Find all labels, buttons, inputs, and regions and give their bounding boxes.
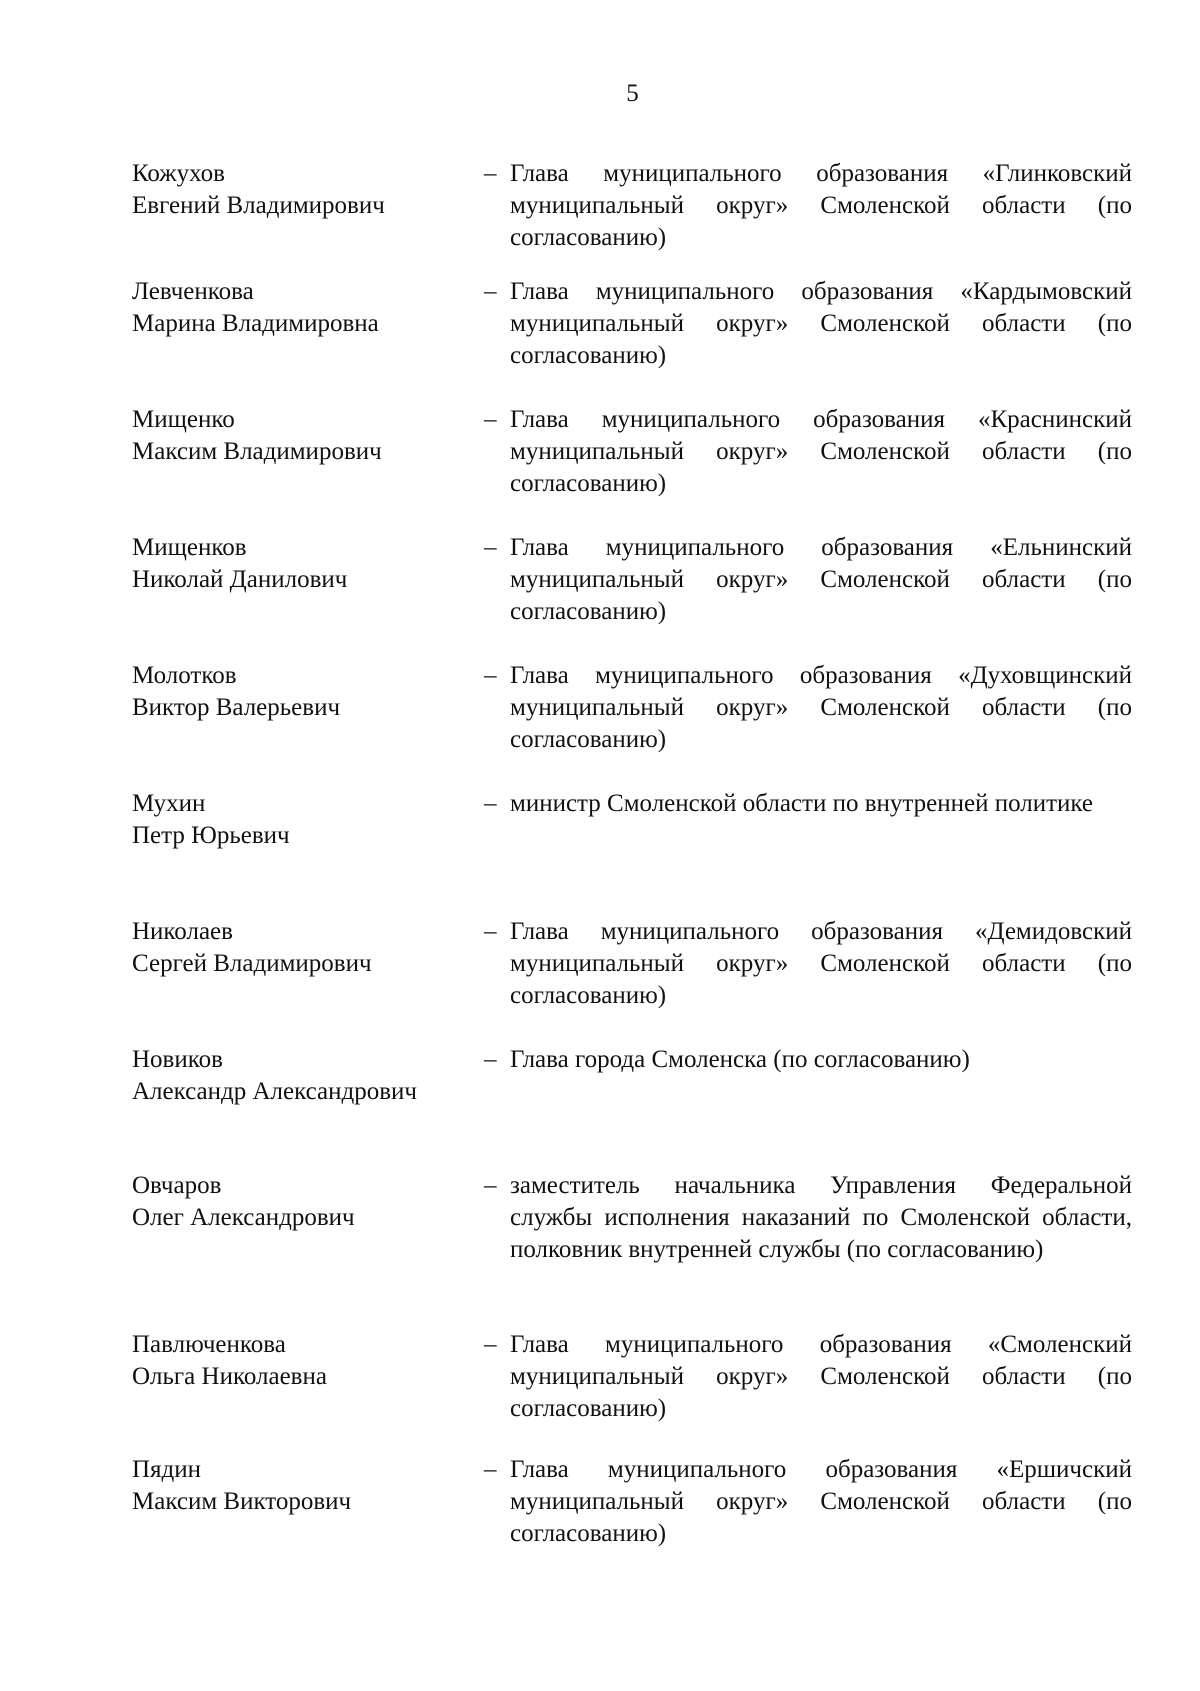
member-surname: Мищенков <box>132 534 247 561</box>
member-role <box>484 532 1132 628</box>
member-given-name: Николай Данилович <box>132 566 348 593</box>
member-name <box>132 404 484 468</box>
list-item <box>132 404 1132 532</box>
member-surname: Мищенко <box>132 406 235 433</box>
member-role <box>484 276 1132 372</box>
list-item <box>132 660 1132 788</box>
member-given-name: Максим Владимирович <box>132 438 382 465</box>
member-surname: Новиков <box>132 1046 223 1073</box>
member-surname: Николаев <box>132 918 233 945</box>
list-item <box>132 1454 1132 1554</box>
member-role <box>484 404 1132 500</box>
member-name <box>132 660 484 724</box>
member-name <box>132 158 484 222</box>
member-given-name: Сергей Владимирович <box>132 950 372 977</box>
list-item <box>132 1044 1132 1170</box>
list-item <box>132 788 1132 916</box>
member-name <box>132 788 484 852</box>
member-given-name: Евгений Владимирович <box>132 192 385 219</box>
dash: – <box>484 790 497 817</box>
member-role-text: Глава муниципального образования «Ельнинский муниципальный округ» Смоленской области (по согласованию) <box>510 534 1132 625</box>
member-name <box>132 1044 484 1108</box>
member-name <box>132 1329 484 1393</box>
member-given-name: Марина Владимировна <box>132 310 379 337</box>
member-role <box>484 158 1132 254</box>
member-surname: Мухин <box>132 790 206 817</box>
dash: – <box>484 278 497 305</box>
list-item <box>132 1329 1132 1454</box>
member-surname: Овчаров <box>132 1172 222 1199</box>
member-surname: Павлюченкова <box>132 1331 286 1358</box>
member-role <box>484 1329 1132 1425</box>
member-role <box>484 916 1132 1012</box>
list-item <box>132 916 1132 1044</box>
member-given-name: Петр Юрьевич <box>132 822 290 849</box>
dash: – <box>484 534 497 561</box>
member-name <box>132 276 484 340</box>
member-given-name: Ольга Николаевна <box>132 1363 327 1390</box>
member-role-text: министр Смоленской области по внутренней политике <box>510 790 1094 817</box>
member-role <box>484 788 1132 820</box>
member-role-text: Глава муниципального образования «Демидовский муниципальный округ» Смоленской области (по согласованию) <box>510 918 1132 1009</box>
dash: – <box>484 160 497 187</box>
member-role <box>484 660 1132 756</box>
member-role <box>484 1044 1132 1076</box>
member-role-text: Глава муниципального образования «Краснинский муниципальный округ» Смоленской области (по согласованию) <box>510 406 1132 497</box>
member-role <box>484 1454 1132 1550</box>
member-given-name: Олег Александрович <box>132 1204 355 1231</box>
dash: – <box>484 662 497 689</box>
member-name <box>132 916 484 980</box>
dash: – <box>484 1172 497 1199</box>
member-list <box>132 158 1132 1554</box>
member-surname: Кожухов <box>132 160 225 187</box>
member-name <box>132 1454 484 1518</box>
member-surname: Молотков <box>132 662 237 689</box>
dash: – <box>484 1331 497 1358</box>
member-surname: Левченкова <box>132 278 254 305</box>
page-number: 5 <box>626 80 639 107</box>
dash: – <box>484 1046 497 1073</box>
member-name <box>132 1170 484 1234</box>
member-role-text: Глава города Смоленска (по согласованию) <box>510 1046 970 1073</box>
member-role <box>484 1170 1132 1266</box>
member-given-name: Максим Викторович <box>132 1488 352 1515</box>
dash: – <box>484 1456 497 1483</box>
member-role-text: заместитель начальника Управления Федеральной службы исполнения наказаний по Смоленской области, полковник внутренней службы (по согласованию) <box>510 1172 1132 1263</box>
dash: – <box>484 918 497 945</box>
member-surname: Пядин <box>132 1456 202 1483</box>
member-given-name: Александр Александрович <box>132 1078 417 1105</box>
list-item <box>132 532 1132 660</box>
member-role-text: Глава муниципального образования «Кардымовский муниципальный округ» Смоленской области (по согласованию) <box>510 278 1132 369</box>
member-role-text: Глава муниципального образования «Ершичский муниципальный округ» Смоленской области (по согласованию) <box>510 1456 1132 1547</box>
member-given-name: Виктор Валерьевич <box>132 694 341 721</box>
member-role-text: Глава муниципального образования «Духовщинский муниципальный округ» Смоленской области (по согласованию) <box>510 662 1132 753</box>
member-role-text: Глава муниципального образования «Смоленский муниципальный округ» Смоленской области (по согласованию) <box>510 1331 1132 1422</box>
dash: – <box>484 406 497 433</box>
list-item <box>132 158 1132 276</box>
list-item <box>132 276 1132 404</box>
member-name <box>132 532 484 596</box>
list-item <box>132 1170 1132 1329</box>
member-role-text: Глава муниципального образования «Глинковский муниципальный округ» Смоленской области (по согласованию) <box>510 160 1132 251</box>
